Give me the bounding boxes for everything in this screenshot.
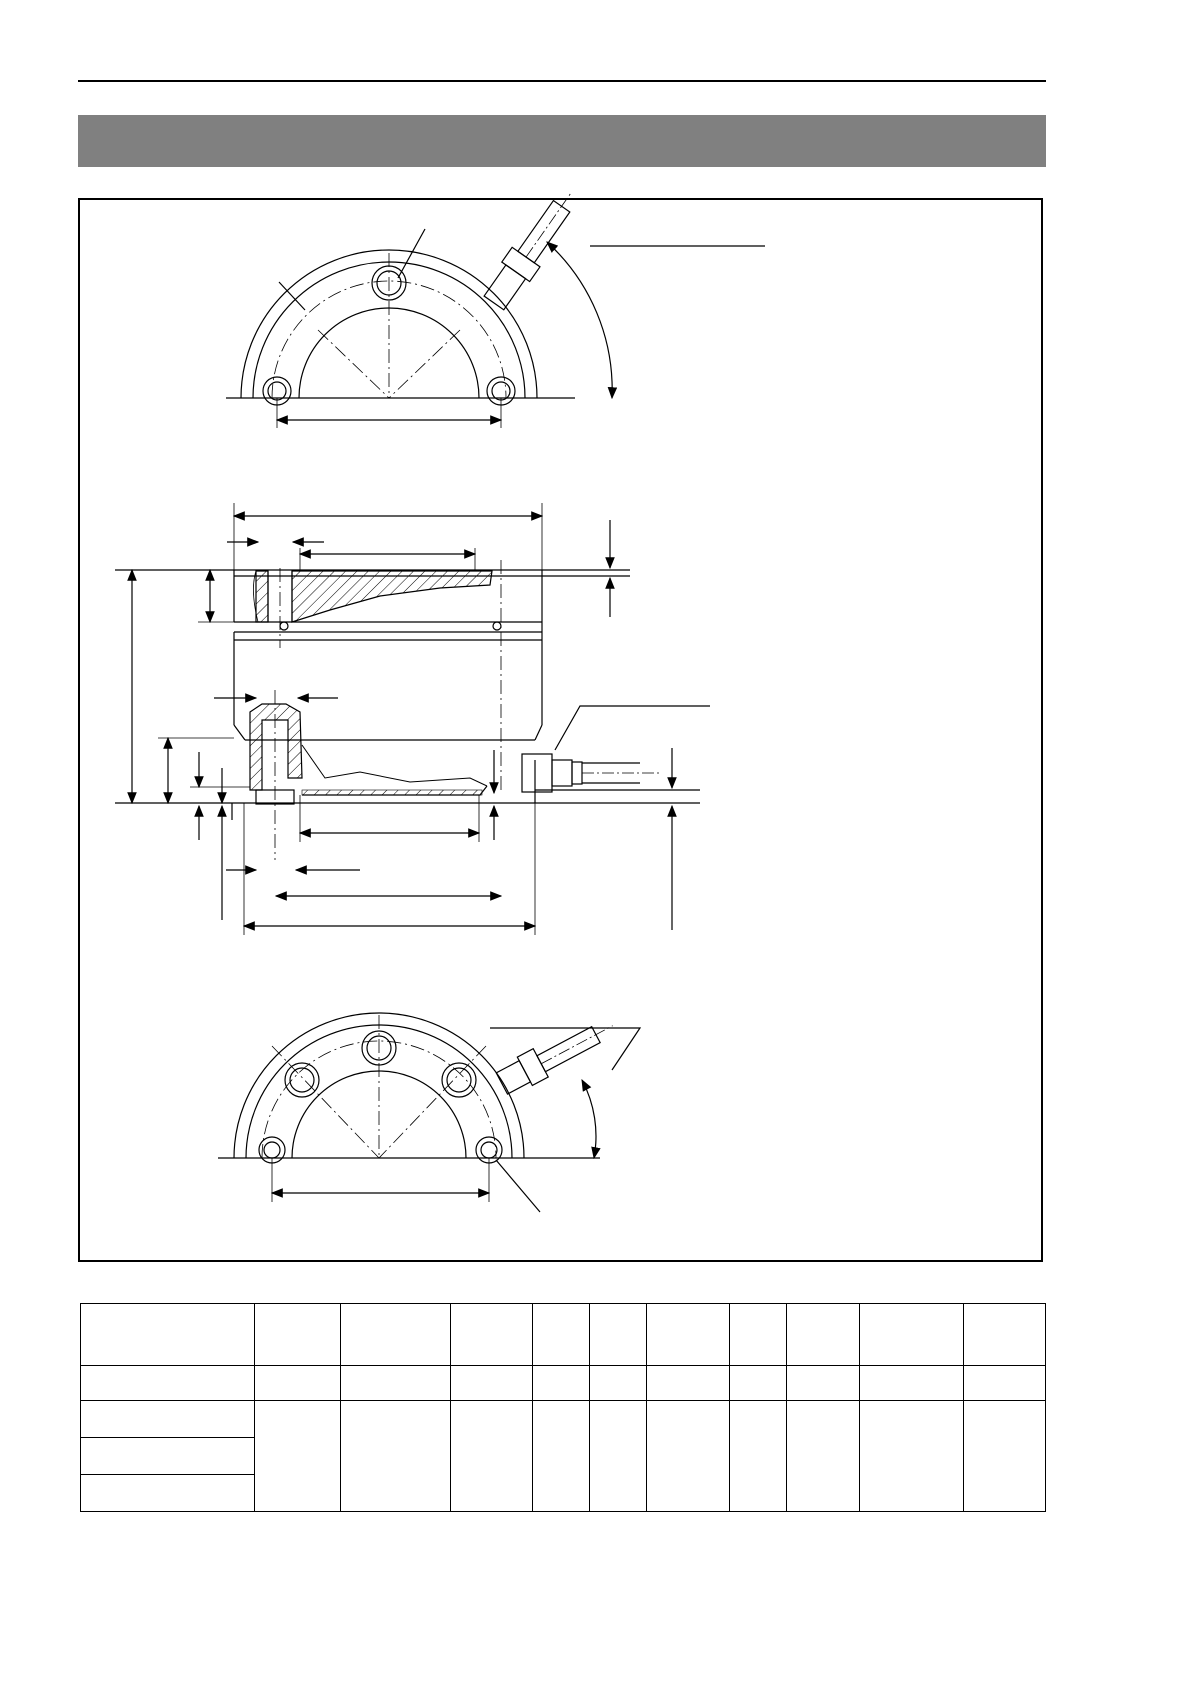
header-cell (787, 1304, 860, 1366)
top-view-centerlines (318, 253, 460, 398)
merged-cell (590, 1401, 647, 1512)
header-cell (533, 1304, 590, 1366)
merged-cell (964, 1401, 1046, 1512)
header-cell (590, 1304, 647, 1366)
table-cell (341, 1366, 451, 1401)
model-cell (81, 1401, 255, 1438)
table-cell (533, 1366, 590, 1401)
header-cell (730, 1304, 787, 1366)
model-cell (81, 1475, 255, 1512)
dimension-table (80, 1303, 1046, 1512)
table-cell (81, 1366, 255, 1401)
merged-cell (647, 1401, 730, 1512)
merged-cell (730, 1401, 787, 1512)
header-cell (964, 1304, 1046, 1366)
header-cell (81, 1304, 255, 1366)
merged-cell (451, 1401, 533, 1512)
header-cell (647, 1304, 730, 1366)
top-left-hatch (256, 571, 268, 622)
header-cell (451, 1304, 533, 1366)
top-view-cable-gland (480, 184, 584, 312)
table-row (81, 1366, 1046, 1401)
side-section-view (115, 503, 710, 935)
bottom-view-bolt-holes (259, 1031, 502, 1163)
table-row (81, 1401, 1046, 1438)
table-cell (451, 1366, 533, 1401)
table-cell (787, 1366, 860, 1401)
bottom-view-hole-leader (496, 1160, 540, 1212)
merged-cell (533, 1401, 590, 1512)
header-cell (255, 1304, 341, 1366)
merged-cell (341, 1401, 451, 1512)
table-cell (255, 1366, 341, 1401)
table-cell (590, 1366, 647, 1401)
bottom-view-cable-gland (494, 1011, 619, 1098)
merged-cell (255, 1401, 341, 1512)
table-cell (964, 1366, 1046, 1401)
merged-cell (787, 1401, 860, 1512)
top-view (226, 184, 765, 428)
header-cell (341, 1304, 451, 1366)
top-hatch-section (292, 571, 492, 622)
cable-leader (555, 706, 710, 750)
table-cell (647, 1366, 730, 1401)
merged-cell (860, 1401, 964, 1512)
header-cell (860, 1304, 964, 1366)
bottom-view (218, 1011, 640, 1212)
top-view-angle-arc (547, 242, 612, 398)
table-header-row (81, 1304, 1046, 1366)
model-cell (81, 1438, 255, 1475)
table-cell (730, 1366, 787, 1401)
side-cable-gland (522, 754, 660, 792)
bottom-left-hatch (250, 704, 302, 790)
table-cell (860, 1366, 964, 1401)
